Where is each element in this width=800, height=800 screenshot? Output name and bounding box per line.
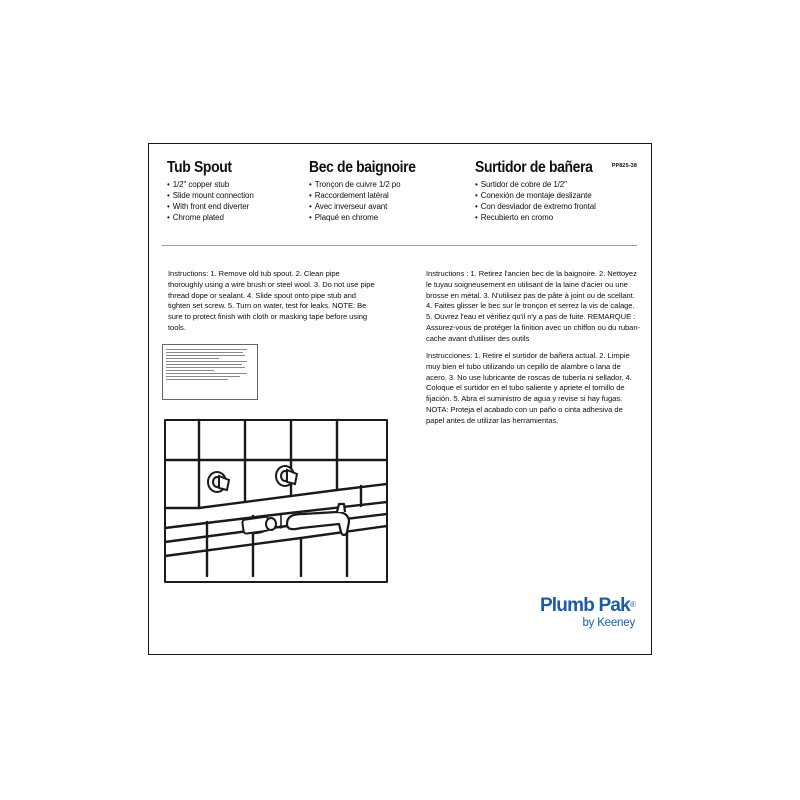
column-english xyxy=(167,159,254,223)
bullet-list-spanish xyxy=(475,179,606,223)
bullet-item: • Con desviador de extremo frontal xyxy=(475,201,606,212)
warning-label xyxy=(162,344,258,400)
column-french xyxy=(309,159,428,223)
bullet-item: • Conexión de montaje deslizante xyxy=(475,190,606,201)
product-card xyxy=(148,143,652,655)
registered-mark: ® xyxy=(629,600,635,609)
bullet-item: • Surtidor de cobre de 1/2" xyxy=(475,179,606,190)
bullet-item: • Tronçon de cuivre 1/2 po xyxy=(309,179,428,190)
brand-name: Plumb Pak® xyxy=(539,595,635,616)
title-spanish: Surtidor de bañera xyxy=(475,159,593,176)
bullet-item: • Avec inverseur avant xyxy=(309,201,428,212)
bullet-item: • With front end diverter xyxy=(167,201,254,212)
bullet-item: • 1/2" copper stub xyxy=(167,179,254,190)
tub-spout-illustration xyxy=(161,416,393,584)
bullet-item: • Slide mount connection xyxy=(167,190,254,201)
instructions-english: Instructions: 1. Remove old tub spout. 2. Clean pipe thoroughly using a wire brush or steel wool. 3. Do not use pipe thread dope or sealant. 4. Slide spout onto pipe stub and tighten set screw. 5. Turn on water, test for leaks. NOTE: Be sure to protect finish with cloth or masking tape before using tools. xyxy=(168,269,375,332)
brand-logo xyxy=(540,596,635,630)
instructions-spanish: Instrucciones: 1. Retire el surtidor de bañera actual. 2. Limpie muy bien el tubo utilizando un cepillo de alambre o lana de acero. 3. No use lubricante de roscas de tubería ni sellador. 4. Coloque el surtidor en el tubo saliente y apriete el tornillo de fijación. 5. Abra el suministro de agua y revise si hay fugas. NOTA: Proteja el acabado con un paño o cinta adhesiva de papel antes de utilizar las herramientas. xyxy=(426,351,632,425)
instructions-french: Instructions : 1. Retirez l'ancien bec de la baignoire. 2. Nettoyez le tuyau soigneusement en utilisant de la laine d'acier ou une brosse en métal. 3. N'utilisez pas de pâte à joint ou de scellant. 4. Faites glisser le bec sur le tronçon et serrez la vis de calage. 5. Ouvrez l'eau et vérifiez qu'il n'y a pas de fuite. REMARQUE : Assurez-vous de protéger la finition avec un chiffon ou du ruban-cache avant d'utiliser des outils xyxy=(426,269,641,343)
bullet-item: • Chrome plated xyxy=(167,212,254,223)
bullet-list-french xyxy=(309,179,428,223)
brand-subtitle: by Keeney xyxy=(582,617,635,629)
bullet-item: • Raccordement latéral xyxy=(309,190,428,201)
product-code: PP825-38 xyxy=(611,163,637,169)
bullet-item: • Recubierto en cromo xyxy=(475,212,606,223)
bullet-item: • Plaqué en chrome xyxy=(309,212,428,223)
title-french: Bec de baignoire xyxy=(309,159,416,176)
bullet-list-english xyxy=(167,179,254,223)
title-english: Tub Spout xyxy=(167,159,232,176)
column-spanish xyxy=(475,159,606,223)
divider xyxy=(162,245,637,246)
